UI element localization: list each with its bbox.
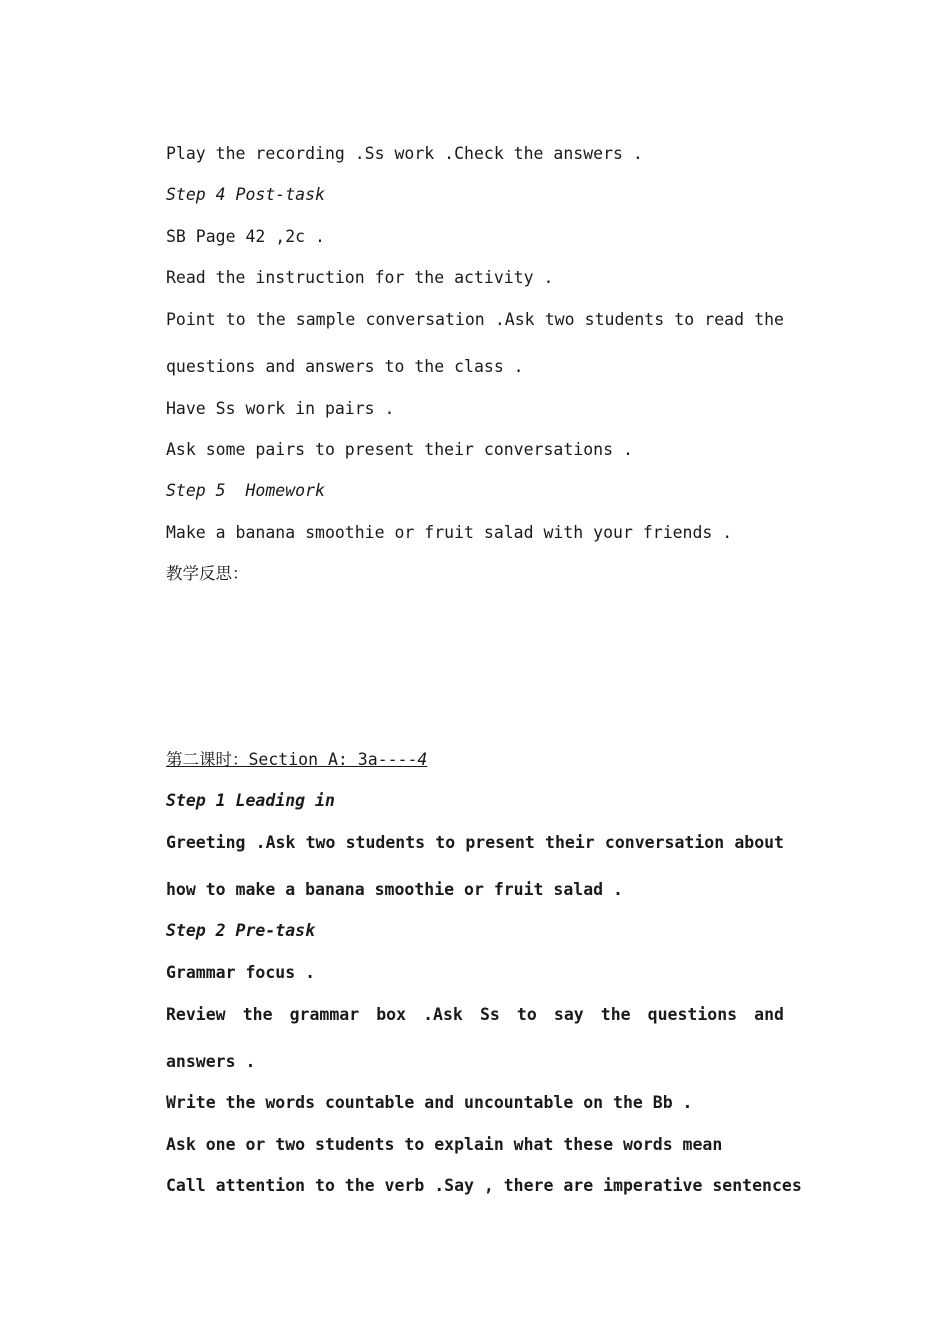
instruction-line: Play the recording .Ss work .Check the answers .: [166, 144, 643, 163]
instruction-line: Read the instruction for the activity .: [166, 268, 554, 287]
step-heading: Step 4 Post-task: [166, 185, 325, 204]
step-heading: Step 2 Pre-task: [166, 921, 316, 940]
step-heading: Step 1 Leading in: [166, 791, 335, 810]
reflection-label: 教学反思：: [166, 564, 249, 583]
instruction-line: Call attention to the verb .Say , there are imperative sentences: [166, 1176, 802, 1195]
instruction-line: SB Page 42 ,2c .: [166, 227, 325, 246]
instruction-line: answers .: [166, 1052, 256, 1071]
instruction-line: how to make a banana smoothie or fruit salad .: [166, 880, 623, 899]
instruction-line: Review the grammar box .Ask Ss to say the questions and: [166, 1005, 784, 1024]
instruction-line: questions and answers to the class .: [166, 357, 524, 376]
instruction-line: Grammar focus .: [166, 963, 316, 982]
instruction-line: Make a banana smoothie or fruit salad with your friends .: [166, 523, 733, 542]
instruction-line: Write the words countable and uncountable on the Bb .: [166, 1093, 693, 1112]
instruction-line: Greeting .Ask two students to present their conversation about: [166, 833, 784, 852]
lesson-title: [166, 749, 427, 771]
step-heading: Step 5 Homework: [166, 481, 325, 500]
instruction-line: Ask some pairs to present their conversations .: [166, 440, 633, 459]
instruction-line: Point to the sample conversation .Ask two students to read the: [166, 310, 784, 329]
instruction-line: Ask one or two students to explain what these words mean: [166, 1135, 723, 1154]
instruction-line: Have Ss work in pairs .: [166, 399, 395, 418]
lesson-title-main: 第二课时：Section A: 3a----: [166, 750, 418, 769]
lesson-title-tail: 4: [417, 750, 428, 769]
